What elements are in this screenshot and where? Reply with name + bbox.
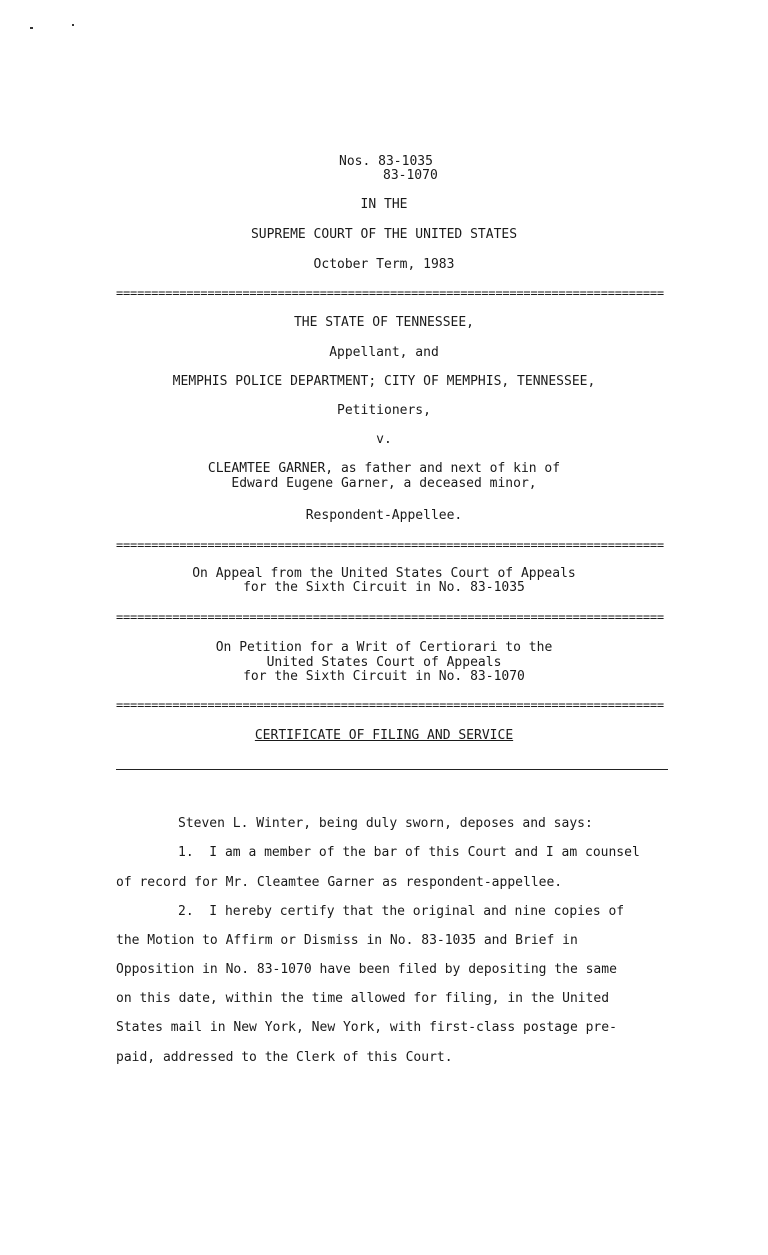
certificate-title-text: CERTIFICATE OF FILING AND SERVICE bbox=[254, 728, 514, 743]
scan-speck bbox=[30, 27, 33, 29]
respondent-role: Respondent-Appellee. bbox=[305, 508, 463, 523]
scan-speck bbox=[72, 24, 74, 26]
paragraph-2-line-3: Opposition in No. 83-1070 have been filed by depositing the same bbox=[116, 962, 617, 977]
paragraph-1-line-1: 1. I am a member of the bar of this Court and I am counsel bbox=[178, 845, 640, 860]
petitioners-name: MEMPHIS POLICE DEPARTMENT; CITY OF MEMPHIS, TENNESSEE, bbox=[172, 374, 596, 389]
paragraph-2-line-2: the Motion to Affirm or Dismiss in No. 83-1035 and Brief in bbox=[116, 933, 578, 948]
double-rule-divider: ============================================================================== bbox=[116, 699, 664, 711]
double-rule-divider: ============================================================================== bbox=[116, 539, 664, 551]
body-intro: Steven L. Winter, being duly sworn, deposes and says: bbox=[178, 816, 593, 831]
respondent-line-2: Edward Eugene Garner, a deceased minor, bbox=[231, 476, 537, 491]
double-rule-divider: ============================================================================== bbox=[116, 287, 664, 299]
paragraph-2-line-4: on this date, within the time allowed for filing, in the United bbox=[116, 991, 610, 1006]
certificate-title bbox=[0, 728, 768, 743]
petition-line-3: for the Sixth Circuit in No. 83-1070 bbox=[243, 669, 525, 684]
paragraph-2-line-6: paid, addressed to the Clerk of this Court. bbox=[116, 1050, 453, 1065]
signature-line-divider bbox=[116, 769, 668, 770]
paragraph-1-line-2: of record for Mr. Cleamtee Garner as respondent-appellee. bbox=[116, 875, 563, 890]
versus-label: v. bbox=[376, 432, 392, 447]
docket-number-secondary: 83-1070 bbox=[383, 168, 438, 183]
respondent-line-1: CLEAMTEE GARNER, as father and next of kin of bbox=[207, 461, 561, 476]
court-term: October Term, 1983 bbox=[313, 257, 455, 272]
appellant-role: Appellant, and bbox=[329, 345, 439, 360]
docket-number-primary: Nos. 83-1035 bbox=[339, 154, 433, 169]
paragraph-2-line-1: 2. I hereby certify that the original and nine copies of bbox=[178, 904, 625, 919]
in-the-heading: IN THE bbox=[360, 197, 408, 212]
appeal-line-2: for the Sixth Circuit in No. 83-1035 bbox=[243, 580, 525, 595]
court-name: SUPREME COURT OF THE UNITED STATES bbox=[250, 227, 518, 242]
petitioners-role: Petitioners, bbox=[337, 403, 431, 418]
appeal-line-1: On Appeal from the United States Court of Appeals bbox=[192, 566, 576, 581]
double-rule-divider: ============================================================================== bbox=[116, 611, 664, 623]
paragraph-2-line-5: States mail in New York, New York, with first-class postage pre- bbox=[116, 1020, 617, 1035]
petition-line-2: United States Court of Appeals bbox=[266, 655, 502, 670]
petition-line-1: On Petition for a Writ of Certiorari to the bbox=[215, 640, 553, 655]
appellant-name: THE STATE OF TENNESSEE, bbox=[293, 315, 474, 330]
